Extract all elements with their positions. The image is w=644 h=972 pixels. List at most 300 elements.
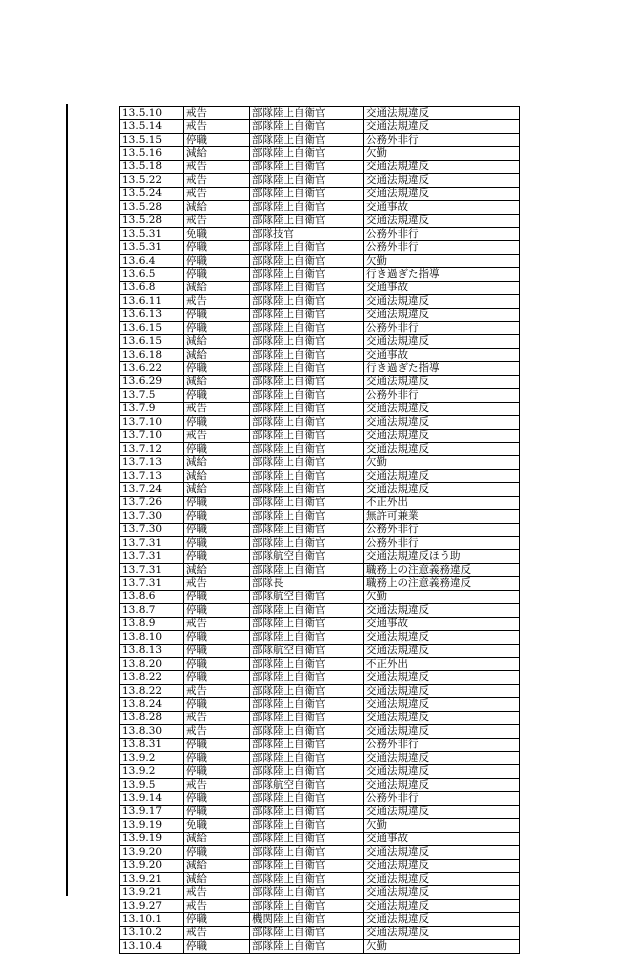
rank-cell: 部隊陸上自衛官 <box>250 617 364 630</box>
rank-cell: 部隊陸上自衛官 <box>250 281 364 294</box>
table-row <box>120 872 520 885</box>
date-cell: 13.7.26 <box>120 496 184 509</box>
table-row <box>120 846 520 859</box>
table-row <box>120 752 520 765</box>
rank-cell: 部隊航空自衛官 <box>250 644 364 657</box>
rank-cell: 部隊陸上自衛官 <box>250 241 364 254</box>
date-cell: 13.6.5 <box>120 268 184 281</box>
action-cell: 停職 <box>184 416 250 429</box>
rank-cell: 部隊陸上自衛官 <box>250 375 364 388</box>
date-cell: 13.6.8 <box>120 281 184 294</box>
rank-cell: 部隊陸上自衛官 <box>250 456 364 469</box>
table-row <box>120 187 520 200</box>
date-cell: 13.8.31 <box>120 738 184 751</box>
rank-cell: 部隊陸上自衛官 <box>250 859 364 872</box>
rank-cell: 部隊陸上自衛官 <box>250 604 364 617</box>
reason-cell: 交通法規違反ほう助 <box>364 550 520 563</box>
reason-cell: 公務外非行 <box>364 322 520 335</box>
rank-cell: 部隊陸上自衛官 <box>250 510 364 523</box>
table-row <box>120 913 520 926</box>
table-row <box>120 362 520 375</box>
date-cell: 13.8.24 <box>120 698 184 711</box>
rank-cell: 部隊陸上自衛官 <box>250 671 364 684</box>
date-cell: 13.9.19 <box>120 832 184 845</box>
margin-line <box>66 104 68 896</box>
rank-cell: 部隊陸上自衛官 <box>250 147 364 160</box>
action-cell: 停職 <box>184 631 250 644</box>
table-row <box>120 281 520 294</box>
table-row <box>120 792 520 805</box>
rank-cell: 部隊陸上自衛官 <box>250 322 364 335</box>
table-row <box>120 254 520 267</box>
date-cell: 13.5.24 <box>120 187 184 200</box>
action-cell: 停職 <box>184 510 250 523</box>
reason-cell: 交通法規違反 <box>364 671 520 684</box>
table-row <box>120 375 520 388</box>
action-cell: 停職 <box>184 752 250 765</box>
table-row <box>120 227 520 240</box>
rank-cell: 部隊陸上自衛官 <box>250 832 364 845</box>
table-row <box>120 550 520 563</box>
action-cell: 戒告 <box>184 617 250 630</box>
rank-cell: 部隊陸上自衛官 <box>250 187 364 200</box>
table-row <box>120 510 520 523</box>
table-row <box>120 469 520 482</box>
reason-cell: 公務外非行 <box>364 792 520 805</box>
action-cell: 戒告 <box>184 711 250 724</box>
table-row <box>120 322 520 335</box>
rank-cell: 部隊陸上自衛官 <box>250 335 364 348</box>
table-row <box>120 819 520 832</box>
rank-cell: 部隊陸上自衛官 <box>250 563 364 576</box>
rank-cell: 部隊陸上自衛官 <box>250 295 364 308</box>
date-cell: 13.5.10 <box>120 107 184 120</box>
date-cell: 13.5.31 <box>120 227 184 240</box>
rank-cell: 部隊陸上自衛官 <box>250 711 364 724</box>
reason-cell: 欠勤 <box>364 456 520 469</box>
table-row <box>120 926 520 939</box>
date-cell: 13.9.20 <box>120 846 184 859</box>
reason-cell: 交通法規違反 <box>364 160 520 173</box>
rank-cell: 部隊長 <box>250 577 364 590</box>
reason-cell: 交通法規違反 <box>364 711 520 724</box>
reason-cell: 公務外非行 <box>364 389 520 402</box>
reason-cell: 交通法規違反 <box>364 846 520 859</box>
action-cell: 戒告 <box>184 187 250 200</box>
action-cell: 戒告 <box>184 174 250 187</box>
table-row <box>120 147 520 160</box>
reason-cell: 交通法規違反 <box>364 107 520 120</box>
rank-cell: 部隊陸上自衛官 <box>250 725 364 738</box>
table-row <box>120 295 520 308</box>
reason-cell: 交通事故 <box>364 617 520 630</box>
table-row <box>120 523 520 536</box>
date-cell: 13.6.18 <box>120 348 184 361</box>
action-cell: 戒告 <box>184 778 250 791</box>
date-cell: 13.9.21 <box>120 872 184 885</box>
reason-cell: 交通法規違反 <box>364 698 520 711</box>
rank-cell: 部隊陸上自衛官 <box>250 805 364 818</box>
table-row <box>120 120 520 133</box>
date-cell: 13.7.9 <box>120 402 184 415</box>
reason-cell: 交通法規違反 <box>364 899 520 912</box>
reason-cell: 交通法規違反 <box>364 872 520 885</box>
date-cell: 13.7.10 <box>120 429 184 442</box>
action-cell: 停職 <box>184 792 250 805</box>
rank-cell: 部隊航空自衛官 <box>250 778 364 791</box>
table-row <box>120 671 520 684</box>
action-cell: 減給 <box>184 872 250 885</box>
reason-cell: 無許可兼業 <box>364 510 520 523</box>
action-cell: 戒告 <box>184 214 250 227</box>
table-row <box>120 604 520 617</box>
action-cell: 停職 <box>184 698 250 711</box>
date-cell: 13.8.13 <box>120 644 184 657</box>
reason-cell: 欠勤 <box>364 819 520 832</box>
reason-cell: 交通法規違反 <box>364 684 520 697</box>
rank-cell: 部隊陸上自衛官 <box>250 348 364 361</box>
table-row <box>120 389 520 402</box>
date-cell: 13.9.5 <box>120 778 184 791</box>
date-cell: 13.8.28 <box>120 711 184 724</box>
rank-cell: 部隊陸上自衛官 <box>250 201 364 214</box>
date-cell: 13.7.5 <box>120 389 184 402</box>
date-cell: 13.5.14 <box>120 120 184 133</box>
date-cell: 13.8.10 <box>120 631 184 644</box>
reason-cell: 公務外非行 <box>364 133 520 146</box>
records-table <box>119 106 520 954</box>
action-cell: 停職 <box>184 308 250 321</box>
rank-cell: 部隊陸上自衛官 <box>250 120 364 133</box>
reason-cell: 交通法規違反 <box>364 402 520 415</box>
reason-cell: 交通法規違反 <box>364 120 520 133</box>
reason-cell: 欠勤 <box>364 940 520 953</box>
rank-cell: 部隊陸上自衛官 <box>250 752 364 765</box>
action-cell: 減給 <box>184 483 250 496</box>
action-cell: 停職 <box>184 537 250 550</box>
action-cell: 停職 <box>184 523 250 536</box>
date-cell: 13.9.2 <box>120 765 184 778</box>
rank-cell: 部隊陸上自衛官 <box>250 819 364 832</box>
reason-cell: 交通法規違反 <box>364 765 520 778</box>
date-cell: 13.10.1 <box>120 913 184 926</box>
reason-cell: 交通法規違反 <box>364 174 520 187</box>
table-row <box>120 348 520 361</box>
table-row <box>120 765 520 778</box>
action-cell: 戒告 <box>184 899 250 912</box>
action-cell: 停職 <box>184 590 250 603</box>
action-cell: 停職 <box>184 765 250 778</box>
action-cell: 減給 <box>184 147 250 160</box>
reason-cell: 公務外非行 <box>364 738 520 751</box>
rank-cell: 部隊技官 <box>250 227 364 240</box>
table-row <box>120 201 520 214</box>
rank-cell: 部隊陸上自衛官 <box>250 765 364 778</box>
reason-cell: 行き過ぎた指導 <box>364 362 520 375</box>
date-cell: 13.5.18 <box>120 160 184 173</box>
action-cell: 免職 <box>184 227 250 240</box>
date-cell: 13.9.19 <box>120 819 184 832</box>
rank-cell: 部隊陸上自衛官 <box>250 657 364 670</box>
reason-cell: 欠勤 <box>364 590 520 603</box>
rank-cell: 部隊陸上自衛官 <box>250 846 364 859</box>
rank-cell: 部隊陸上自衛官 <box>250 537 364 550</box>
action-cell: 戒告 <box>184 429 250 442</box>
table-row <box>120 899 520 912</box>
rank-cell: 部隊陸上自衛官 <box>250 792 364 805</box>
reason-cell: 交通法規違反 <box>364 469 520 482</box>
date-cell: 13.8.30 <box>120 725 184 738</box>
table-row <box>120 711 520 724</box>
table-row <box>120 631 520 644</box>
rank-cell: 部隊陸上自衛官 <box>250 631 364 644</box>
action-cell: 減給 <box>184 348 250 361</box>
date-cell: 13.5.16 <box>120 147 184 160</box>
reason-cell: 行き過ぎた指導 <box>364 268 520 281</box>
reason-cell: 交通法規違反 <box>364 805 520 818</box>
date-cell: 13.7.30 <box>120 523 184 536</box>
date-cell: 13.10.2 <box>120 926 184 939</box>
date-cell: 13.8.22 <box>120 684 184 697</box>
reason-cell: 交通法規違反 <box>364 375 520 388</box>
date-cell: 13.9.2 <box>120 752 184 765</box>
date-cell: 13.9.17 <box>120 805 184 818</box>
rank-cell: 部隊陸上自衛官 <box>250 389 364 402</box>
action-cell: 戒告 <box>184 160 250 173</box>
reason-cell: 不正外出 <box>364 496 520 509</box>
action-cell: 停職 <box>184 657 250 670</box>
table-row <box>120 496 520 509</box>
date-cell: 13.8.6 <box>120 590 184 603</box>
action-cell: 戒告 <box>184 684 250 697</box>
reason-cell: 交通法規違反 <box>364 214 520 227</box>
date-cell: 13.5.31 <box>120 241 184 254</box>
date-cell: 13.8.9 <box>120 617 184 630</box>
reason-cell: 交通法規違反 <box>364 308 520 321</box>
reason-cell: 交通法規違反 <box>364 725 520 738</box>
action-cell: 停職 <box>184 442 250 455</box>
table-row <box>120 644 520 657</box>
date-cell: 13.7.30 <box>120 510 184 523</box>
date-cell: 13.6.13 <box>120 308 184 321</box>
action-cell: 減給 <box>184 201 250 214</box>
action-cell: 停職 <box>184 940 250 953</box>
reason-cell: 交通事故 <box>364 832 520 845</box>
date-cell: 13.8.20 <box>120 657 184 670</box>
reason-cell: 交通法規違反 <box>364 187 520 200</box>
date-cell: 13.6.29 <box>120 375 184 388</box>
rank-cell: 機関陸上自衛官 <box>250 913 364 926</box>
action-cell: 減給 <box>184 469 250 482</box>
reason-cell: 交通法規違反 <box>364 483 520 496</box>
reason-cell: 交通法規違反 <box>364 604 520 617</box>
action-cell: 停職 <box>184 550 250 563</box>
date-cell: 13.7.31 <box>120 537 184 550</box>
table-row <box>120 738 520 751</box>
rank-cell: 部隊陸上自衛官 <box>250 429 364 442</box>
table-row <box>120 563 520 576</box>
rank-cell: 部隊陸上自衛官 <box>250 160 364 173</box>
table-row <box>120 577 520 590</box>
reason-cell: 公務外非行 <box>364 227 520 240</box>
date-cell: 13.9.21 <box>120 886 184 899</box>
table-row <box>120 133 520 146</box>
action-cell: 減給 <box>184 563 250 576</box>
date-cell: 13.10.4 <box>120 940 184 953</box>
action-cell: 戒告 <box>184 402 250 415</box>
action-cell: 停職 <box>184 738 250 751</box>
table-row <box>120 174 520 187</box>
rank-cell: 部隊陸上自衛官 <box>250 940 364 953</box>
reason-cell: 欠勤 <box>364 147 520 160</box>
date-cell: 13.9.20 <box>120 859 184 872</box>
table-row <box>120 859 520 872</box>
action-cell: 停職 <box>184 805 250 818</box>
table-row <box>120 456 520 469</box>
reason-cell: 交通法規違反 <box>364 429 520 442</box>
rank-cell: 部隊陸上自衛官 <box>250 738 364 751</box>
action-cell: 戒告 <box>184 725 250 738</box>
reason-cell: 交通法規違反 <box>364 335 520 348</box>
table-row <box>120 940 520 953</box>
table-row <box>120 483 520 496</box>
table-row <box>120 416 520 429</box>
date-cell: 13.7.31 <box>120 563 184 576</box>
date-cell: 13.7.10 <box>120 416 184 429</box>
action-cell: 停職 <box>184 671 250 684</box>
table-row <box>120 214 520 227</box>
table-row <box>120 268 520 281</box>
action-cell: 停職 <box>184 644 250 657</box>
table-row <box>120 241 520 254</box>
date-cell: 13.8.22 <box>120 671 184 684</box>
rank-cell: 部隊陸上自衛官 <box>250 402 364 415</box>
rank-cell: 部隊陸上自衛官 <box>250 698 364 711</box>
reason-cell: 交通法規違反 <box>364 416 520 429</box>
table-row <box>120 684 520 697</box>
action-cell: 戒告 <box>184 120 250 133</box>
action-cell: 停職 <box>184 362 250 375</box>
reason-cell: 公務外非行 <box>364 523 520 536</box>
table-row <box>120 805 520 818</box>
reason-cell: 交通法規違反 <box>364 631 520 644</box>
date-cell: 13.6.15 <box>120 335 184 348</box>
table-row <box>120 308 520 321</box>
action-cell: 戒告 <box>184 926 250 939</box>
rank-cell: 部隊陸上自衛官 <box>250 886 364 899</box>
date-cell: 13.8.7 <box>120 604 184 617</box>
reason-cell: 交通法規違反 <box>364 442 520 455</box>
reason-cell: 職務上の注意義務違反 <box>364 563 520 576</box>
action-cell: 減給 <box>184 832 250 845</box>
date-cell: 13.6.15 <box>120 322 184 335</box>
reason-cell: 交通法規違反 <box>364 886 520 899</box>
rank-cell: 部隊陸上自衛官 <box>250 308 364 321</box>
date-cell: 13.9.14 <box>120 792 184 805</box>
rank-cell: 部隊陸上自衛官 <box>250 442 364 455</box>
action-cell: 減給 <box>184 335 250 348</box>
rank-cell: 部隊陸上自衛官 <box>250 684 364 697</box>
date-cell: 13.5.22 <box>120 174 184 187</box>
reason-cell: 交通事故 <box>364 348 520 361</box>
date-cell: 13.7.31 <box>120 577 184 590</box>
rank-cell: 部隊陸上自衛官 <box>250 469 364 482</box>
rank-cell: 部隊陸上自衛官 <box>250 133 364 146</box>
reason-cell: 交通法規違反 <box>364 778 520 791</box>
action-cell: 停職 <box>184 604 250 617</box>
date-cell: 13.7.31 <box>120 550 184 563</box>
table-row <box>120 402 520 415</box>
rank-cell: 部隊陸上自衛官 <box>250 872 364 885</box>
action-cell: 戒告 <box>184 295 250 308</box>
rank-cell: 部隊陸上自衛官 <box>250 254 364 267</box>
reason-cell: 交通法規違反 <box>364 913 520 926</box>
table-row <box>120 537 520 550</box>
rank-cell: 部隊陸上自衛官 <box>250 174 364 187</box>
date-cell: 13.7.12 <box>120 442 184 455</box>
rank-cell: 部隊陸上自衛官 <box>250 107 364 120</box>
action-cell: 免職 <box>184 819 250 832</box>
rank-cell: 部隊陸上自衛官 <box>250 523 364 536</box>
date-cell: 13.5.28 <box>120 201 184 214</box>
action-cell: 停職 <box>184 913 250 926</box>
table-row <box>120 832 520 845</box>
action-cell: 減給 <box>184 859 250 872</box>
action-cell: 停職 <box>184 322 250 335</box>
reason-cell: 交通法規違反 <box>364 752 520 765</box>
rank-cell: 部隊陸上自衛官 <box>250 483 364 496</box>
rank-cell: 部隊陸上自衛官 <box>250 496 364 509</box>
action-cell: 戒告 <box>184 577 250 590</box>
rank-cell: 部隊航空自衛官 <box>250 550 364 563</box>
records-table-body <box>120 107 520 954</box>
action-cell: 減給 <box>184 375 250 388</box>
action-cell: 戒告 <box>184 107 250 120</box>
date-cell: 13.7.13 <box>120 456 184 469</box>
table-row <box>120 725 520 738</box>
reason-cell: 公務外非行 <box>364 241 520 254</box>
action-cell: 停職 <box>184 268 250 281</box>
table-row <box>120 160 520 173</box>
action-cell: 減給 <box>184 456 250 469</box>
action-cell: 減給 <box>184 281 250 294</box>
table-row <box>120 590 520 603</box>
table-row <box>120 442 520 455</box>
table-row <box>120 335 520 348</box>
date-cell: 13.7.13 <box>120 469 184 482</box>
action-cell: 戒告 <box>184 886 250 899</box>
date-cell: 13.5.28 <box>120 214 184 227</box>
reason-cell: 不正外出 <box>364 657 520 670</box>
date-cell: 13.6.11 <box>120 295 184 308</box>
date-cell: 13.5.15 <box>120 133 184 146</box>
action-cell: 停職 <box>184 496 250 509</box>
date-cell: 13.7.24 <box>120 483 184 496</box>
table-row <box>120 886 520 899</box>
action-cell: 停職 <box>184 133 250 146</box>
action-cell: 停職 <box>184 846 250 859</box>
action-cell: 停職 <box>184 254 250 267</box>
date-cell: 13.9.27 <box>120 899 184 912</box>
date-cell: 13.6.22 <box>120 362 184 375</box>
rank-cell: 部隊陸上自衛官 <box>250 362 364 375</box>
rank-cell: 部隊陸上自衛官 <box>250 926 364 939</box>
table-row <box>120 429 520 442</box>
reason-cell: 職務上の注意義務違反 <box>364 577 520 590</box>
reason-cell: 交通事故 <box>364 281 520 294</box>
reason-cell: 交通法規違反 <box>364 926 520 939</box>
rank-cell: 部隊陸上自衛官 <box>250 268 364 281</box>
